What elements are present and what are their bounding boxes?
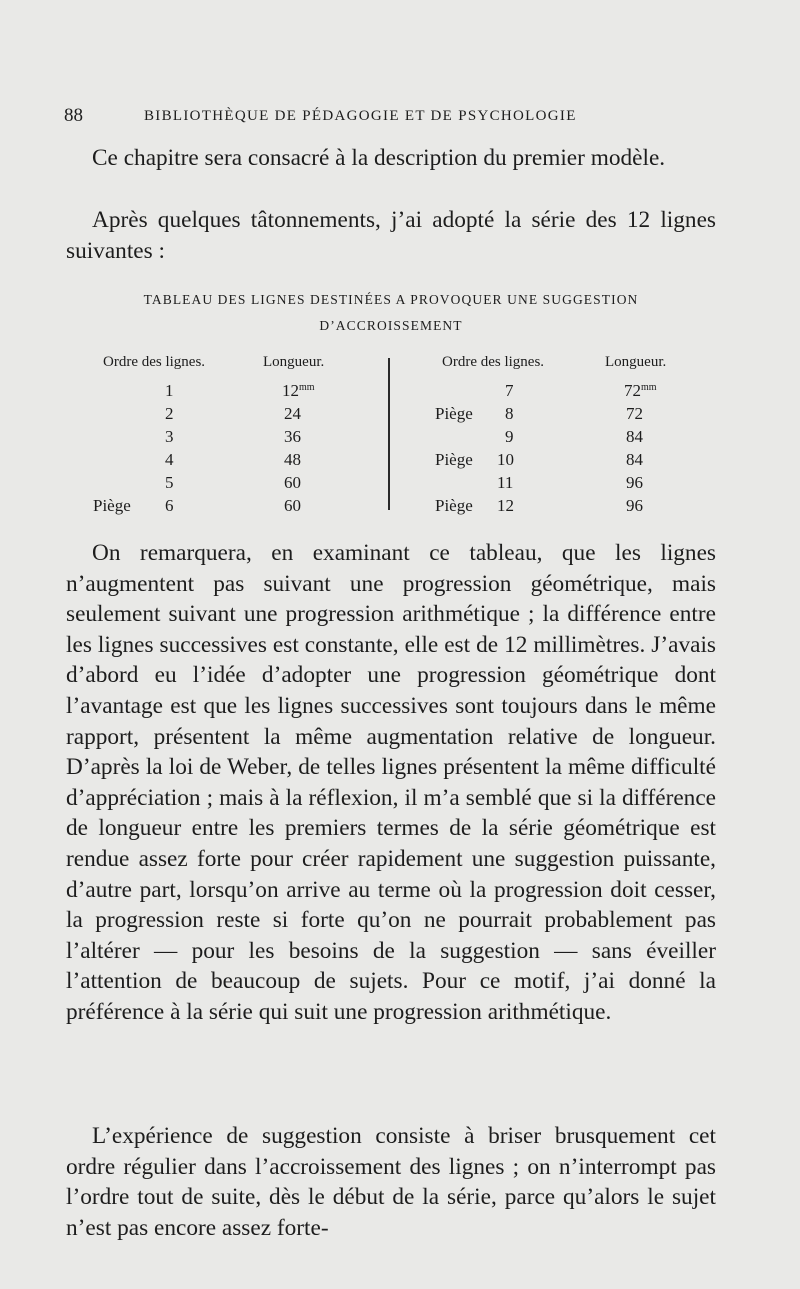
page-number: 88 — [64, 105, 83, 126]
order-cell: 5 — [165, 473, 174, 492]
order-cell: 10 — [497, 450, 514, 469]
trap-label: Piège — [435, 404, 473, 423]
unit-superscript: mm — [641, 382, 657, 393]
length-cell: 36 — [284, 427, 301, 446]
order-cell: 2 — [165, 404, 174, 423]
running-title: BIBLIOTHÈQUE DE PÉDAGOGIE ET DE PSYCHOLOGIE — [144, 108, 577, 124]
order-cell: 12 — [497, 496, 514, 515]
header-order-right: Ordre des lignes. — [442, 354, 545, 370]
length-cell: 24 — [284, 404, 301, 423]
order-cell: 11 — [497, 473, 514, 492]
order-cell: 4 — [165, 450, 174, 469]
table-caption — [66, 287, 716, 339]
order-cell: 1 — [165, 381, 174, 400]
trap-label: Piège — [435, 496, 473, 515]
intro-paragraph-1: Ce chapitre sera consacré à la description du premier modèle. — [92, 145, 666, 171]
length-cell: 96 — [626, 473, 643, 492]
column-divider — [388, 358, 390, 510]
length-cell: 96 — [626, 496, 643, 515]
length-cell: 72 — [626, 404, 643, 423]
order-cell: 3 — [165, 427, 174, 446]
length-cell: 48 — [284, 450, 301, 469]
header-order-left: Ordre des lignes. — [103, 354, 206, 370]
order-cell: 8 — [505, 404, 514, 423]
order-cell: 9 — [505, 427, 514, 446]
length-cell: 60 — [284, 496, 301, 515]
length-cell: $72^{mm}$ — [624, 381, 657, 400]
length-cell: $12^{mm}$ — [282, 381, 315, 400]
length-cell: 84 — [626, 450, 643, 469]
body-paragraph-2: L’expérience de suggestion consiste à briser brusquement cet ordre régulier dans l’accroissement des lignes ; on n’interrompt pas l’ordre tout de suite, dès le début de la série, parce qu’alors le sujet n’est pas encore assez forte- — [66, 1123, 716, 1241]
order-cell: 6 — [165, 496, 174, 515]
unit-superscript: mm — [299, 382, 315, 393]
page-header — [64, 105, 714, 133]
table-caption-line-2: D’ACCROISSEMENT — [319, 318, 463, 333]
intro-paragraph-2: Après quelques tâtonnements, j’ai adopté la série des 12 lignes suivantes : — [66, 207, 716, 264]
length-cell: 84 — [626, 427, 643, 446]
order-cell: 7 — [505, 381, 514, 400]
length-cell: 60 — [284, 473, 301, 492]
body-paragraph-1: On remarquera, en examinant ce tableau, que les lignes n’augmentent pas suivant une progression géométrique, mais seulement suivant une progression arithmétique ; la différence entre les lignes successives est constante, elle est de 12 millimètres. J’avais d’abord eu l’idée d’adopter une progression géométrique dont l’avantage est que les lignes successives sont toujours dans le même rapport, présentent la même augmentation relative de longueur. D’après la loi de Weber, de telles lignes présentent la même difficulté d’appréciation ; mais à la réflexion, il m’a semblé que si la différence de longueur entre les premiers termes de la série géométrique est rendue assez forte pour créer rapidement une suggestion puissante, d’autre part, lorsqu’on arrive au terme où la progression doit cesser, la progression reste si forte qu’on ne pourrait probablement pas l’altérer — pour les besoins de la suggestion — sans éveiller l’attention de beaucoup de sujets. Pour ce motif, j’ai donné la préférence à la série qui suit une progression arithmétique. — [66, 540, 716, 1025]
table-caption-line-1: TABLEAU DES LIGNES DESTINÉES A PROVOQUER UNE SUGGESTION — [143, 292, 639, 307]
header-length-right: Longueur. — [605, 354, 667, 370]
trap-label: Piège — [435, 450, 473, 469]
trap-label: Piège — [93, 496, 131, 515]
header-length-left: Longueur. — [263, 354, 325, 370]
